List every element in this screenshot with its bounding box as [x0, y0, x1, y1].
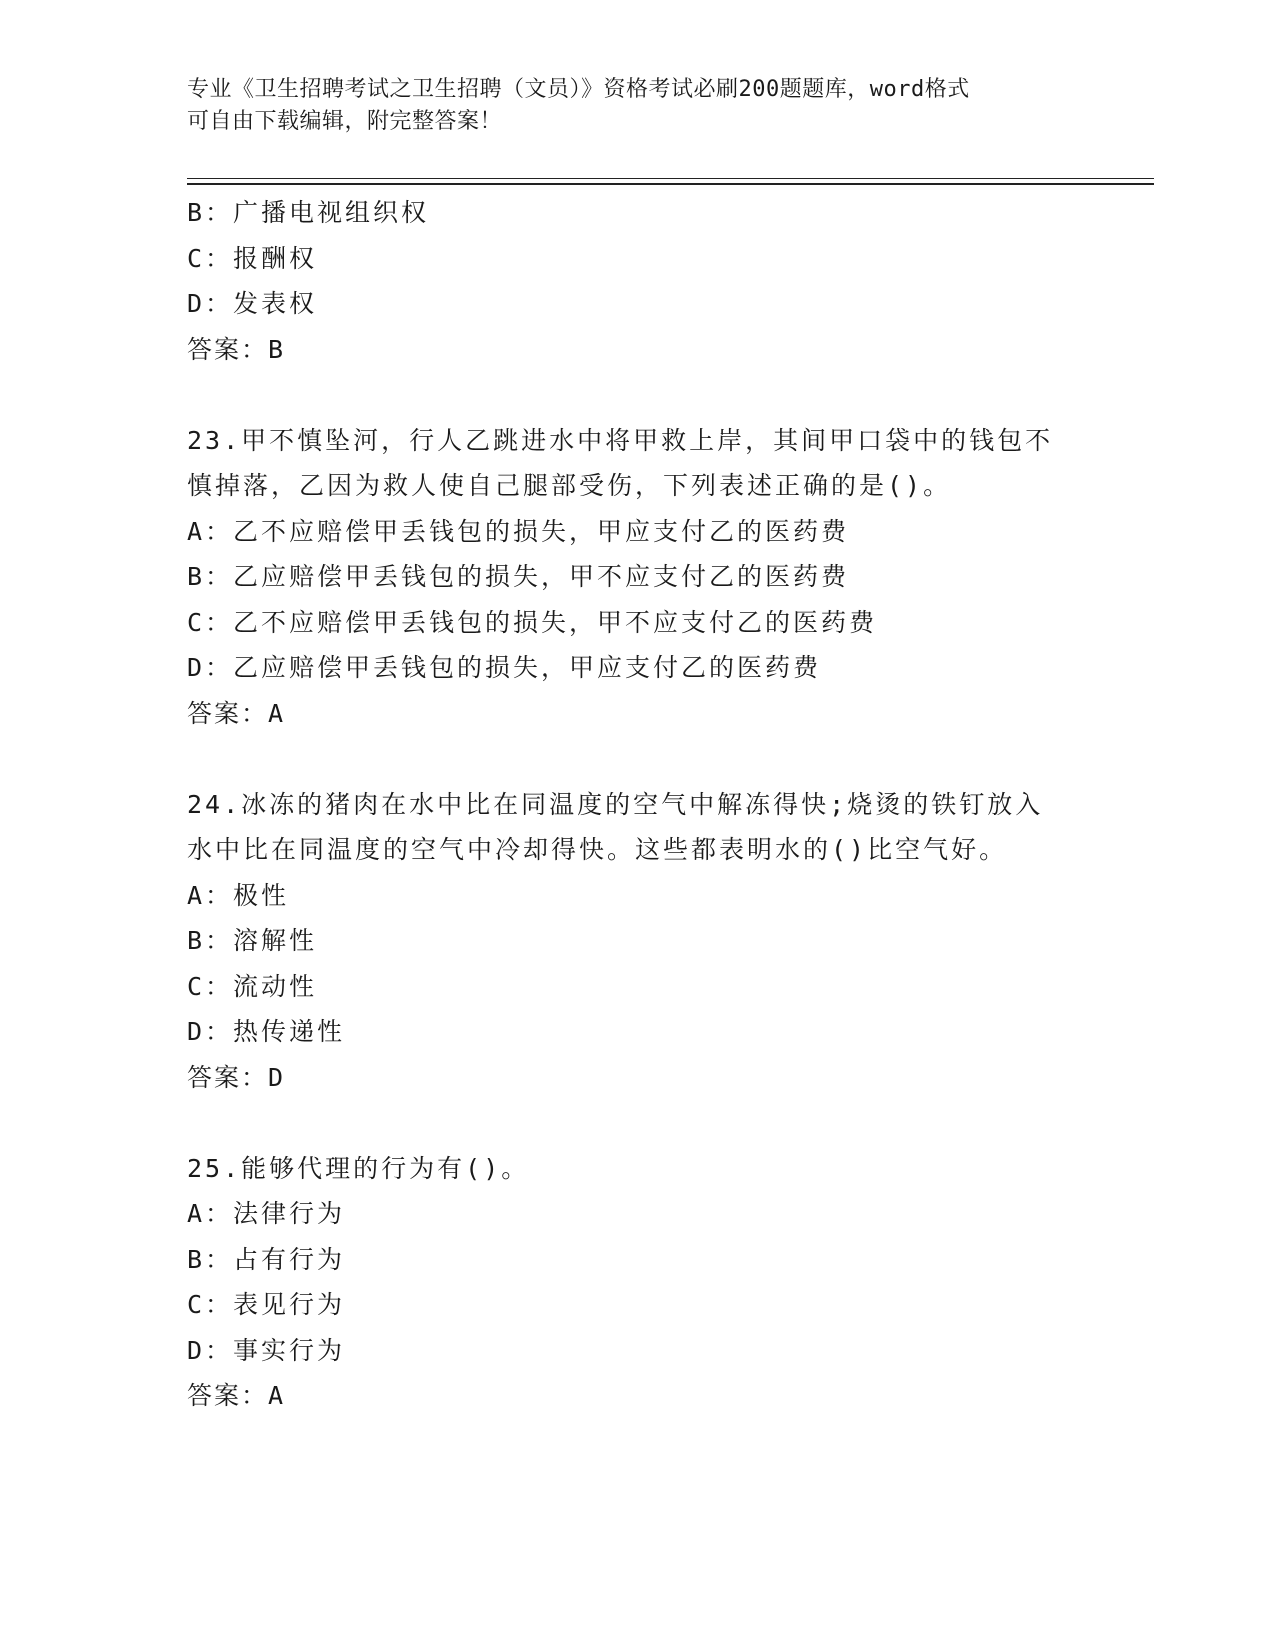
header-line-2: 可自由下载编辑，附完整答案！ [187, 109, 503, 134]
question-25 [187, 1146, 1137, 1419]
question-stem-line: 25.能够代理的行为有()。 [187, 1153, 530, 1183]
answer: 答案：A [187, 1381, 286, 1410]
header-rule-thick [187, 183, 1154, 185]
option-b: B：乙应赔偿甲丢钱包的损失，甲不应支付乙的医药费 [187, 562, 850, 591]
answer: 答案：D [187, 1062, 286, 1092]
option-d: D：热传递性 [187, 1017, 346, 1046]
option-d: D：发表权 [187, 289, 318, 318]
question-23 [187, 418, 1137, 737]
option-d: D：事实行为 [187, 1335, 346, 1365]
option-a: A：乙不应赔偿甲丢钱包的损失，甲应支付乙的医药费 [187, 516, 850, 546]
question-22-continued [187, 190, 1137, 372]
document-header [187, 74, 1087, 138]
option-c: C：乙不应赔偿甲丢钱包的损失，甲不应支付乙的医药费 [187, 607, 878, 637]
header-rule-thin [187, 178, 1154, 179]
question-stem-line: 23.甲不慎坠河，行人乙跳进水中将甲救上岸，其间甲口袋中的钱包不 [187, 425, 1054, 455]
question-stem-line: 慎掉落，乙因为救人使自己腿部受伤，下列表述正确的是()。 [187, 471, 952, 500]
header-line-1: 专业《卫生招聘考试之卫生招聘（文员）》资格考试必刷200题题库，word格式 [187, 77, 970, 102]
question-stem-line: 24.冰冻的猪肉在水中比在同温度的空气中解冻得快;烧烫的铁钉放入 [187, 789, 1044, 819]
option-c: C：流动性 [187, 971, 318, 1001]
option-b: B：广播电视组织权 [187, 198, 430, 227]
option-c: C：表见行为 [187, 1290, 346, 1319]
spacer [187, 372, 1137, 418]
option-a: A：极性 [187, 880, 290, 910]
option-d: D：乙应赔偿甲丢钱包的损失，甲应支付乙的医药费 [187, 653, 822, 682]
answer: 答案：B [187, 334, 286, 364]
option-a: A：法律行为 [187, 1199, 346, 1228]
question-24 [187, 782, 1137, 1101]
question-stem-line: 水中比在同温度的空气中冷却得快。这些都表明水的()比空气好。 [187, 835, 1008, 864]
option-b: B：溶解性 [187, 926, 318, 955]
document-body [187, 190, 1137, 1419]
spacer [187, 736, 1137, 782]
option-b: B：占有行为 [187, 1244, 346, 1274]
answer: 答案：A [187, 698, 286, 728]
spacer [187, 1100, 1137, 1146]
option-c: C：报酬权 [187, 243, 318, 273]
